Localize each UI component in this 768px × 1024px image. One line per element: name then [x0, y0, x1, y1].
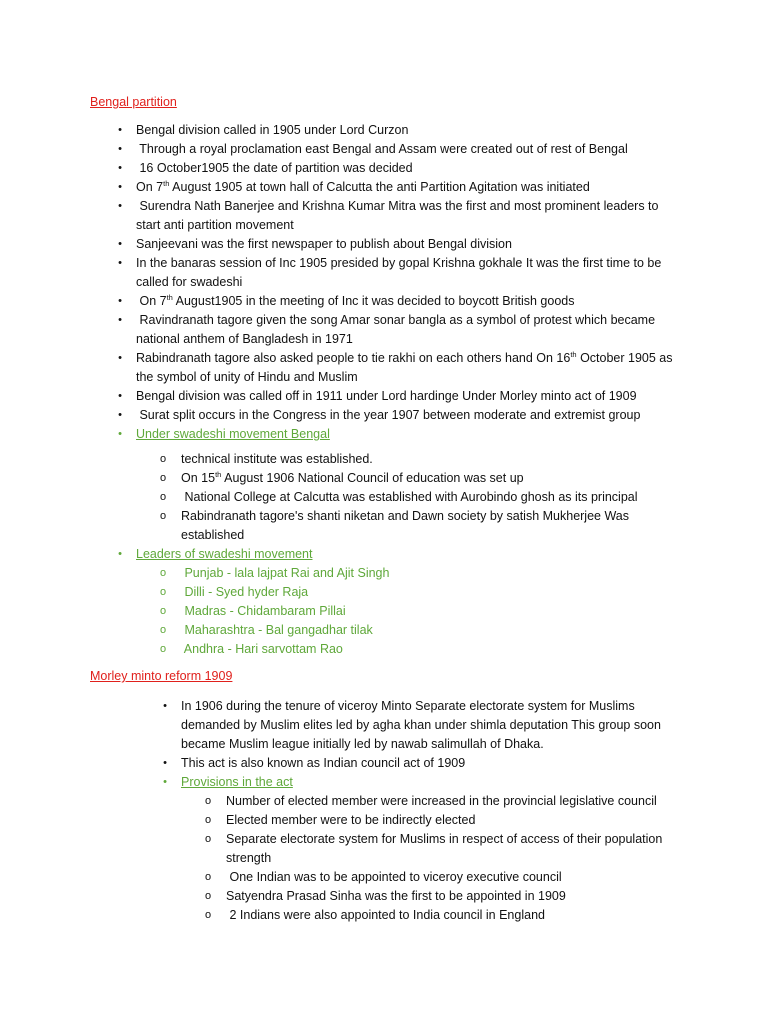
sub-list-item — [159, 507, 681, 545]
sub-list-item — [204, 906, 686, 925]
sub-list-item — [159, 602, 681, 621]
list-item-swadeshi — [118, 425, 696, 444]
item-text: Separate electorate system for Muslims in respect of access of their population — [226, 832, 663, 846]
morley-minto-list — [163, 697, 691, 792]
sub-list-item — [204, 887, 686, 906]
item-text: established — [181, 528, 245, 542]
list-item — [118, 121, 696, 140]
item-text: On 7 — [136, 180, 164, 194]
bengal-partition-list — [118, 121, 696, 444]
circle-bullet-icon: o — [204, 833, 212, 845]
list-item — [118, 159, 696, 178]
list-item — [118, 254, 696, 292]
section-heading-morley-minto: Morley minto reform 1909 — [90, 669, 233, 683]
item-text: Andhra - Hari sarvottam Rao — [181, 642, 343, 656]
circle-bullet-icon: o — [159, 491, 167, 503]
list-item-leaders — [118, 545, 636, 564]
list-item — [163, 754, 691, 773]
item-text: In 1906 during the tenure of viceroy Minto Separate electorate system for Muslims — [181, 699, 635, 713]
item-text: Rabindranath tagore's shanti niketan and Dawn society by satish Mukherjee Was — [181, 509, 629, 523]
circle-bullet-icon: o — [159, 567, 167, 579]
item-text: Ravindranath tagore given the song Amar sonar bangla as a symbol of protest which became — [136, 313, 656, 327]
bullet-icon: • — [118, 124, 122, 136]
sub-list-item — [159, 450, 681, 469]
item-text: Sanjeevani was the first newspaper to publish about Bengal division — [136, 237, 512, 251]
circle-bullet-icon: o — [159, 453, 167, 465]
bullet-icon: • — [163, 700, 167, 712]
bullet-icon: • — [118, 200, 122, 212]
list-item — [118, 178, 696, 197]
item-text: the symbol of unity of Hindu and Muslim — [136, 370, 358, 384]
item-text: Madras - Chidambaram Pillai — [181, 604, 346, 618]
subsection-label: Leaders of swadeshi movement — [136, 547, 313, 561]
circle-bullet-icon: o — [204, 814, 212, 826]
item-text: One Indian was to be appointed to viceroy executive council — [226, 870, 562, 884]
list-item — [118, 140, 696, 159]
item-text: August 1906 National Council of education was set up — [221, 471, 524, 485]
circle-bullet-icon: o — [159, 624, 167, 636]
item-text: technical institute was established. — [181, 452, 373, 466]
item-text: strength — [226, 851, 272, 865]
bullet-icon: • — [118, 314, 122, 326]
item-text: Number of elected member were increased in the provincial legislative council — [226, 794, 657, 808]
sub-list-item — [204, 868, 686, 887]
bullet-icon: • — [118, 181, 122, 193]
sub-list-item — [159, 564, 681, 583]
list-item — [118, 197, 696, 235]
sub-list-item — [159, 621, 681, 640]
item-text: Bengal division was called off in 1911 under Lord hardinge Under Morley minto act of 1909 — [136, 389, 637, 403]
item-text: August 1905 at town hall of Calcutta the anti Partition Agitation was initiated — [169, 180, 590, 194]
item-text: 2 Indians were also appointed to India council in England — [226, 908, 545, 922]
circle-bullet-icon: o — [159, 643, 167, 655]
sub-list-item — [204, 792, 686, 811]
bullet-icon: • — [118, 257, 122, 269]
circle-bullet-icon: o — [159, 586, 167, 598]
item-text: In the banaras session of Inc 1905 presided by gopal Krishna gokhale It was the first time to be — [136, 256, 662, 270]
list-item-provisions — [163, 773, 691, 792]
list-item — [118, 235, 696, 254]
sub-list-item — [204, 811, 686, 830]
item-text: Through a royal proclamation east Bengal and Assam were created out of rest of Bengal — [136, 142, 628, 156]
item-text: Dilli - Syed hyder Raja — [181, 585, 309, 599]
circle-bullet-icon: o — [204, 871, 212, 883]
item-text: Rabindranath tagore also asked people to tie rakhi on each others hand On 16 — [136, 351, 571, 365]
circle-bullet-icon: o — [204, 795, 212, 807]
item-text: demanded by Muslim elites led by agha khan under shimla deputation This group soon — [181, 718, 661, 732]
bullet-icon: • — [163, 757, 167, 769]
subsection-label: Under swadeshi movement Bengal — [136, 427, 330, 441]
item-text: On 15 — [181, 471, 216, 485]
ordinal-suffix: th — [570, 349, 577, 359]
circle-bullet-icon: o — [204, 890, 212, 902]
item-text: start anti partition movement — [136, 218, 294, 232]
bullet-icon: • — [118, 390, 122, 402]
leaders-sublist — [159, 564, 681, 659]
circle-bullet-icon: o — [159, 510, 167, 522]
item-text: This act is also known as Indian council act of 1909 — [181, 756, 466, 770]
sub-list-item — [159, 640, 681, 659]
sub-list-item — [159, 488, 681, 507]
item-text: Surat split occurs in the Congress in the year 1907 between moderate and extremist group — [136, 408, 641, 422]
circle-bullet-icon: o — [204, 909, 212, 921]
item-text: Maharashtra - Bal gangadhar tilak — [181, 623, 373, 637]
item-text: On 7 — [136, 294, 167, 308]
bullet-icon: • — [118, 409, 122, 421]
sub-list-item — [159, 583, 681, 602]
leaders-list — [118, 545, 636, 564]
bullet-icon: • — [118, 238, 122, 250]
bullet-icon: • — [118, 548, 122, 560]
ordinal-suffix: th — [215, 469, 222, 479]
bullet-icon: • — [118, 428, 122, 440]
bullet-icon: • — [118, 162, 122, 174]
circle-bullet-icon: o — [159, 605, 167, 617]
list-item — [118, 311, 696, 349]
ordinal-suffix: th — [166, 292, 173, 302]
item-text: national anthem of Bangladesh in 1971 — [136, 332, 353, 346]
list-item — [118, 349, 696, 387]
bullet-icon: • — [118, 352, 122, 364]
sub-list-item — [159, 469, 681, 488]
list-item — [163, 697, 691, 754]
item-text: Satyendra Prasad Sinha was the first to be appointed in 1909 — [226, 889, 566, 903]
item-text: October 1905 as — [576, 351, 673, 365]
circle-bullet-icon: o — [159, 472, 167, 484]
item-text: August1905 in the meeting of Inc it was decided to boycott British goods — [172, 294, 575, 308]
item-text: Bengal division called in 1905 under Lord Curzon — [136, 123, 409, 137]
swadeshi-sublist — [159, 450, 681, 545]
bullet-icon: • — [118, 143, 122, 155]
item-text: called for swadeshi — [136, 275, 243, 289]
subsection-label: Provisions in the act — [181, 775, 293, 789]
list-item — [118, 387, 696, 406]
section-heading-bengal-partition: Bengal partition — [90, 95, 177, 109]
list-item — [118, 292, 696, 311]
sub-list-item — [204, 830, 686, 868]
provisions-sublist — [204, 792, 686, 925]
item-text: 16 October1905 the date of partition was decided — [136, 161, 413, 175]
item-text: Surendra Nath Banerjee and Krishna Kumar Mitra was the first and most prominent leaders to — [136, 199, 659, 213]
ordinal-suffix: th — [163, 178, 170, 188]
bullet-icon: • — [163, 776, 167, 788]
bullet-icon: • — [118, 295, 122, 307]
item-text: National College at Calcutta was established with Aurobindo ghosh as its principal — [181, 490, 638, 504]
item-text: Elected member were to be indirectly elected — [226, 813, 476, 827]
list-item — [118, 406, 696, 425]
item-text: Punjab - lala lajpat Rai and Ajit Singh — [181, 566, 390, 580]
item-text: became Muslim league initially led by nawab salimullah of Dhaka. — [181, 737, 544, 751]
